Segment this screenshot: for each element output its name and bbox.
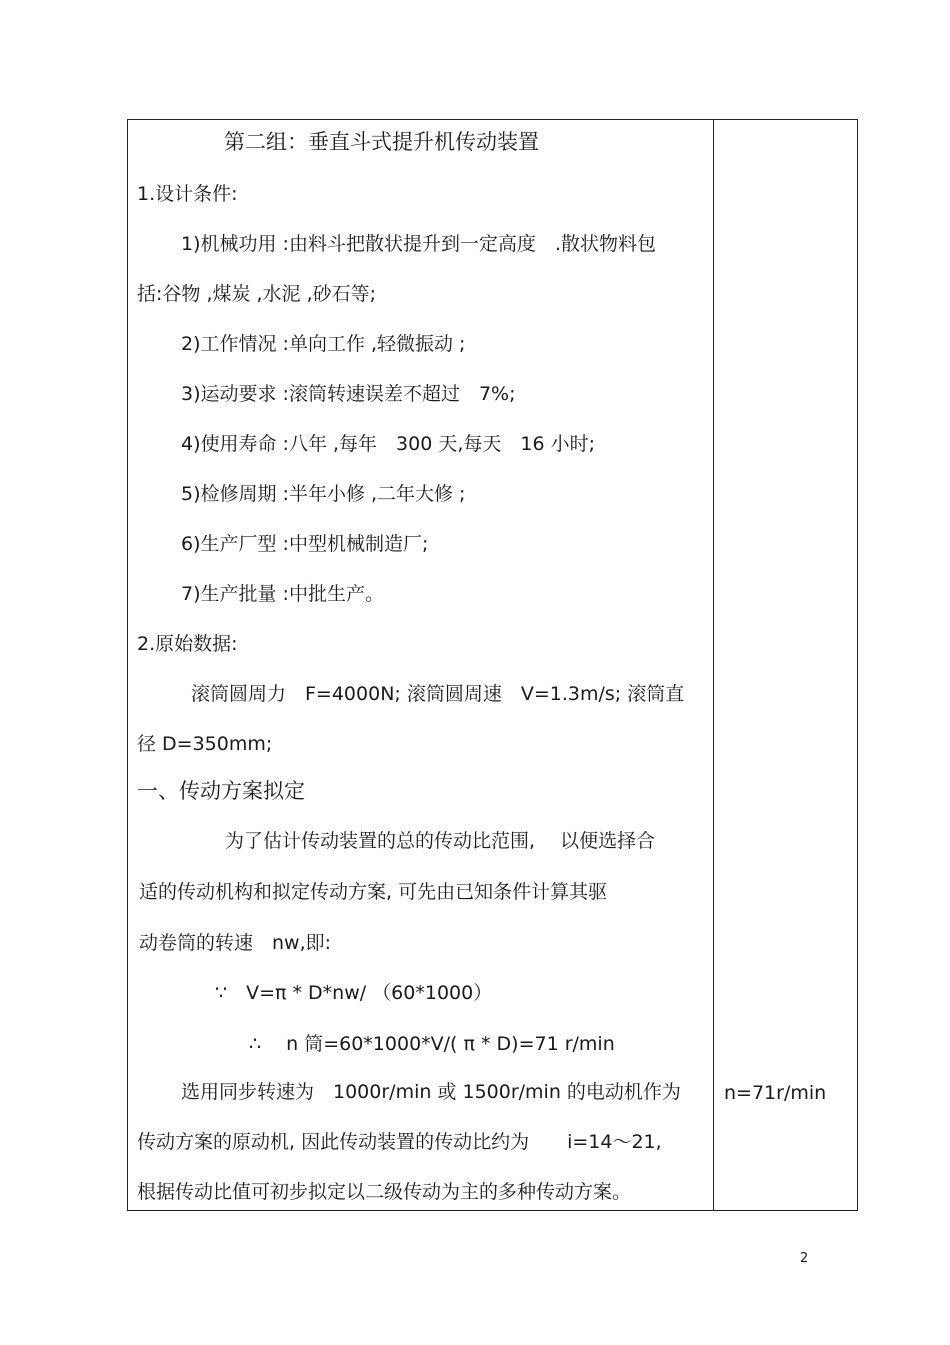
paragraph-line-3: 动卷筒的转速 nw,即: xyxy=(139,932,332,954)
condition-2: 2)工作情况 :单向工作 ,轻微振动 ; xyxy=(181,333,466,355)
paragraph-line-1: 为了估计传动装置的总的传动比范围, 以便选择合 xyxy=(225,830,656,852)
formula-velocity: ∵ V=π * D*nw/ （60*1000） xyxy=(215,982,493,1004)
condition-1-cont: 括:谷物 ,煤炭 ,水泥 ,砂石等; xyxy=(137,283,377,305)
raw-data-line-cont: 径 D=350mm; xyxy=(137,733,273,755)
condition-5: 5)检修周期 :半年小修 ,二年大修 ; xyxy=(181,483,466,505)
raw-data-line: 滚筒圆周力 F=4000N; 滚筒圆周速 V=1.3m/s; 滚筒直 xyxy=(191,683,685,705)
column-divider xyxy=(713,119,714,1211)
side-note: n=71r/min xyxy=(724,1082,827,1104)
condition-4: 4)使用寿命 :八年 ,每年 300 天,每天 16 小时; xyxy=(181,433,595,455)
section-heading: 一、传动方案拟定 xyxy=(137,779,305,803)
paragraph-line-4: 选用同步转速为 1000r/min 或 1500r/min 的电动机作为 xyxy=(181,1081,681,1103)
condition-6: 6)生产厂型 :中型机械制造厂; xyxy=(181,533,429,555)
paragraph-line-5: 传动方案的原动机, 因此传动装置的传动比约为 i=14～21, xyxy=(137,1131,662,1153)
condition-7: 7)生产批量 :中批生产。 xyxy=(181,583,384,605)
section-raw-data: 2.原始数据: xyxy=(137,633,238,655)
page-number: 2 xyxy=(800,1251,809,1266)
condition-3: 3)运动要求 :滚筒转速误差不超过 7%; xyxy=(181,383,516,405)
section-design-conditions: 1.设计条件: xyxy=(137,183,238,205)
page-title: 第二组：垂直斗式提升机传动装置 xyxy=(224,130,539,154)
condition-1: 1)机械功用 :由料斗把散状提升到一定高度 .散状物料包 xyxy=(181,233,656,255)
paragraph-line-6: 根据传动比值可初步拟定以二级传动为主的多种传动方案。 xyxy=(137,1181,632,1203)
formula-speed: ∴ n 筒=60*1000*V/( π * D)=71 r/min xyxy=(249,1033,615,1055)
paragraph-line-2: 适的传动机构和拟定传动方案, 可先由已知条件计算其驱 xyxy=(139,881,608,903)
